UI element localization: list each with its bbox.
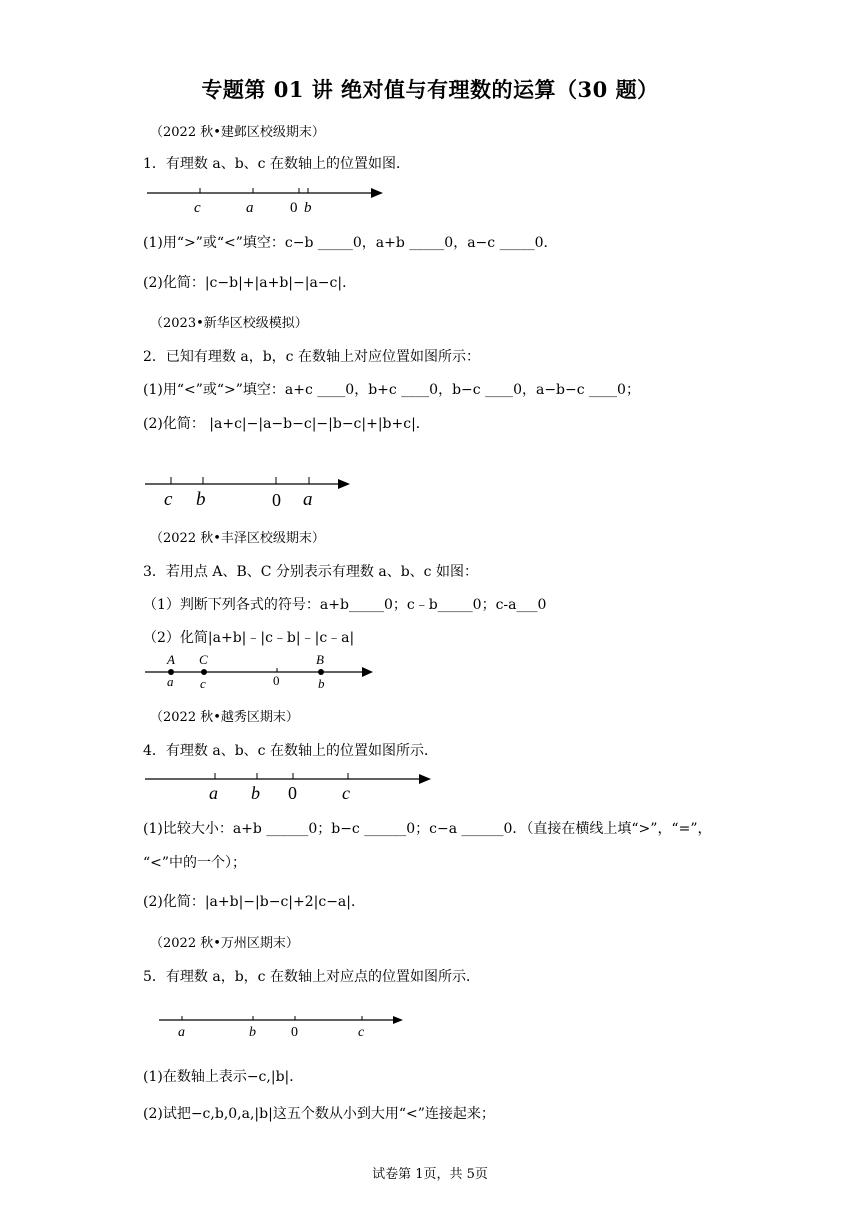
problem-1-q2: (2)化简：|c−b|+|a+b|−|a−c|．	[143, 275, 357, 291]
p4-label-a: a	[209, 783, 218, 803]
problem-5-q1: (1)在数轴上表示−c,|b|．	[143, 1069, 304, 1085]
problem-4-q1-continued: “<”中的一个）；	[143, 855, 247, 871]
problem-1-source: （2022 秋•建邺区校级期末）	[150, 125, 325, 140]
page-footer: 试卷第 1页，共 5页	[372, 1167, 488, 1182]
p3-label-c: c	[200, 676, 206, 691]
p3-label-A: A	[167, 652, 175, 667]
page-title: 专题第 01 讲 绝对值与有理数的运算（30 题）	[201, 77, 659, 102]
p1-label-c: c	[194, 200, 201, 216]
problem-4-stem: 4．有理数 a、b、c 在数轴上的位置如图所示．	[143, 743, 438, 759]
problem-2-q1: (1)用“<”或“>”填空：a+c ____0，b+c ____0，b−c ____0，a−b−c ____0；	[143, 382, 640, 398]
p5-label-0: 0	[291, 1025, 298, 1040]
problem-3-q1: （1）判断下列各式的符号：a+b_____0；c﹣b_____0；c-a___0	[143, 597, 547, 613]
problem-5-number-line	[157, 1012, 417, 1040]
p1-label-b: b	[304, 200, 312, 216]
p3-label-a: a	[167, 674, 174, 689]
problem-3-source: （2022 秋•丰泽区校级期末）	[150, 531, 325, 546]
p3-label-B: B	[316, 652, 324, 667]
p4-label-0: 0	[288, 783, 297, 803]
p5-label-a: a	[178, 1025, 185, 1040]
problem-2-number-line	[143, 472, 358, 512]
problem-4-q2: (2)化简：|a+b|−|b−c|+2|c−a|．	[143, 894, 365, 910]
problem-3-q2: （2）化简|a+b|﹣|c﹣b|﹣|c﹣a|	[143, 630, 355, 646]
p4-label-b: b	[251, 783, 260, 803]
p2-label-b: b	[196, 489, 206, 510]
p3-label-C: C	[199, 652, 208, 667]
p1-label-a: a	[246, 200, 254, 216]
problem-3-number-line	[143, 650, 383, 694]
p5-label-b: b	[249, 1025, 256, 1040]
problem-4-number-line	[143, 770, 443, 806]
p2-label-0: 0	[272, 490, 281, 510]
p2-label-a: a	[303, 489, 313, 510]
problem-2-q2: (2)化简： |a+c|−|a−b−c|−|b−c|+|b+c|．	[143, 416, 430, 432]
problem-5-stem: 5．有理数 a，b，c 在数轴上对应点的位置如图所示．	[143, 969, 480, 985]
problem-3-stem: 3．若用点 A、B、C 分别表示有理数 a、b、c 如图：	[143, 564, 478, 580]
problem-5-q2: (2)试把−c,b,0,a,|b|这五个数从小到大用“<”连接起来；	[143, 1106, 495, 1122]
problem-2-stem: 2．已知有理数 a，b，c 在数轴上对应位置如图所示：	[143, 349, 480, 365]
p1-label-0: 0	[290, 200, 298, 216]
p2-label-c: c	[164, 489, 173, 510]
p3-label-b: b	[318, 676, 325, 691]
problem-1-q1: (1)用“>”或“<”填空：c−b _____0，a+b _____0，a−c _____0．	[143, 235, 558, 251]
p4-label-c: c	[342, 783, 350, 803]
problem-5-source: （2022 秋•万州区期末）	[150, 936, 299, 951]
p3-label-0: 0	[273, 673, 280, 688]
problem-1-stem: 1．有理数 a、b、c 在数轴上的位置如图．	[143, 156, 410, 172]
problem-2-source: （2023•新华区校级模拟）	[150, 316, 308, 331]
problem-4-source: （2022 秋•越秀区期末）	[150, 710, 299, 725]
problem-4-q1: (1)比较大小：a+b ______0；b−c ______0；c−a ______0．（直接在横线上填“>”，“=”，	[143, 821, 712, 837]
p5-label-c: c	[358, 1025, 365, 1040]
problem-1-number-line	[143, 183, 393, 219]
